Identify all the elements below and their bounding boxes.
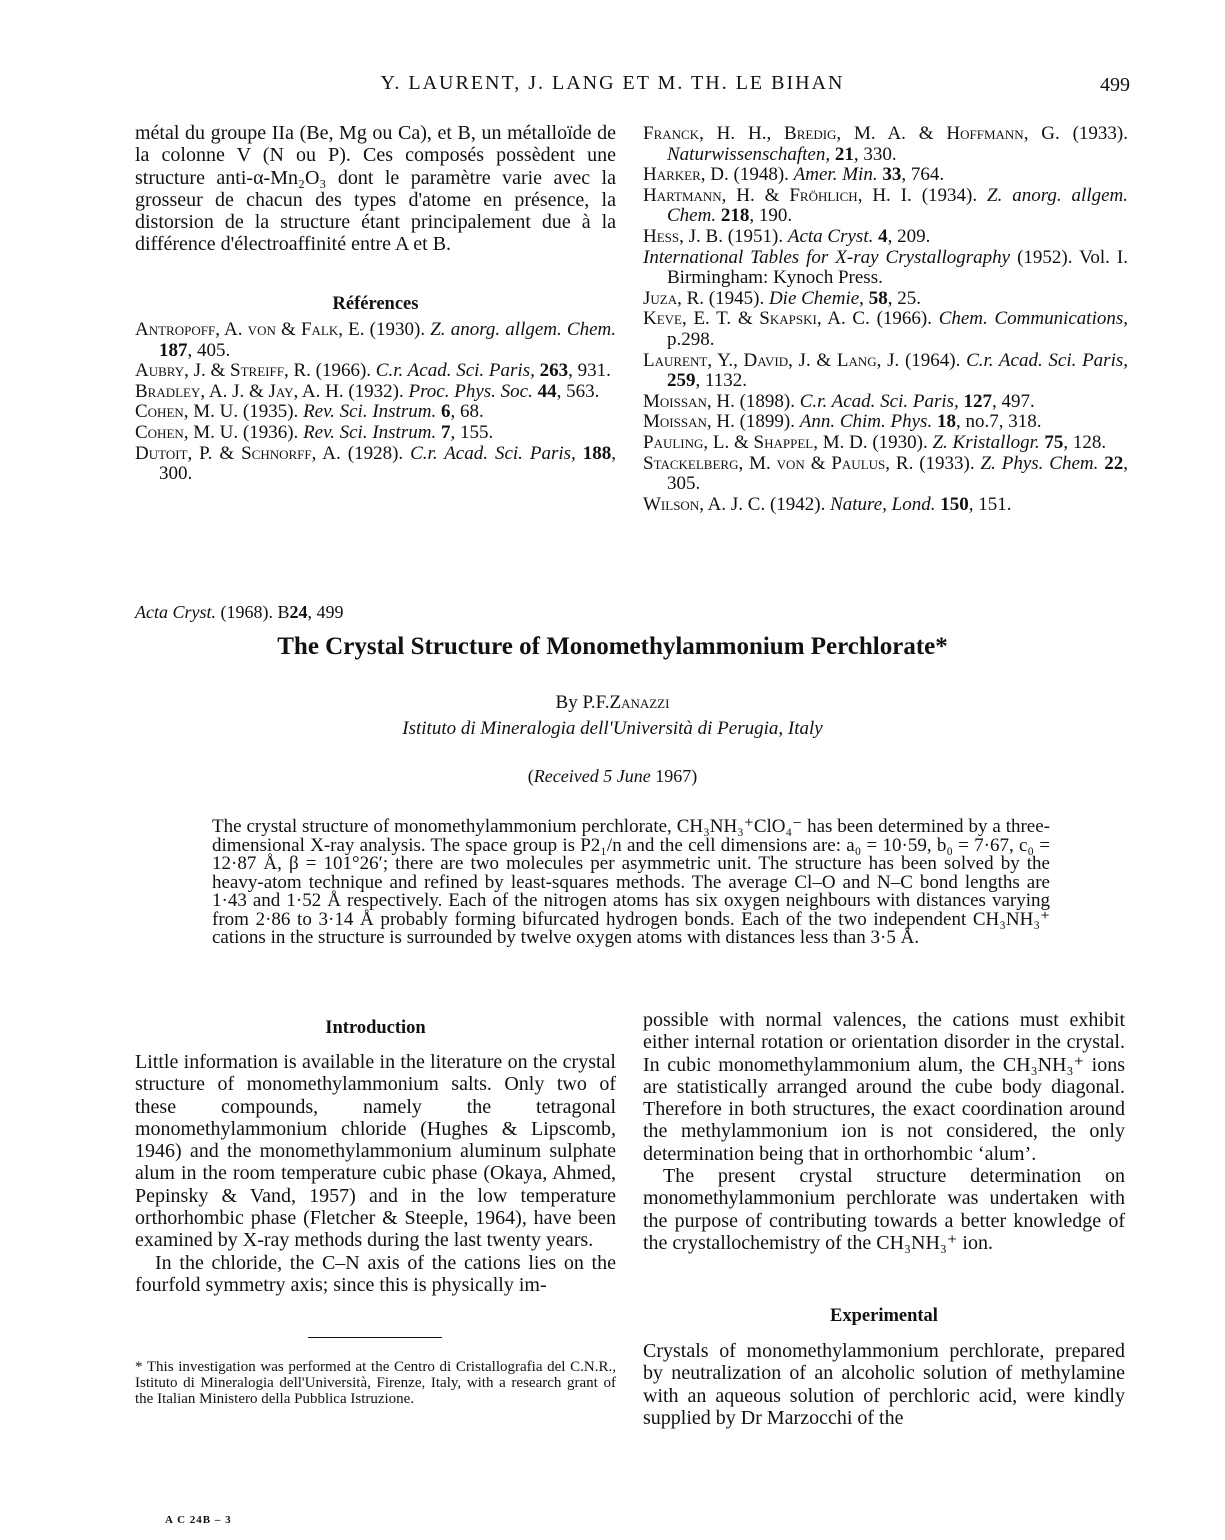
reference-pages: p.298.	[667, 328, 715, 350]
reference-pages: , 25.	[887, 287, 921, 309]
reference-journal: Chem. Communications,	[938, 308, 1129, 330]
reference-pages: , 209.	[887, 225, 931, 247]
reference-journal: Z. anorg. allgem. Chem.	[667, 184, 1129, 227]
reference-authors: Cohen, M. U.	[135, 421, 239, 443]
reference-pages: , 190.	[749, 205, 793, 227]
reference-volume: 7	[440, 421, 451, 443]
reference-item	[643, 412, 1128, 433]
reference-year: (1934).	[911, 184, 987, 206]
reference-journal: Die Chemie,	[768, 287, 864, 309]
citation-journal: Acta Cryst.	[135, 602, 216, 622]
reference-pages: (1952). Vol. I. Birmingham: Kynoch Press.	[667, 246, 1128, 289]
reference-authors: Hartmann, H. & Fröhlich, H. I.	[643, 184, 912, 206]
right-paragraph-1: possible with normal valences, the cations must exhibit either internal rotation or orientation disorder in the crystal. In cubic monomethylammonium alum, the CH₃NH₃⁺ ions are statistically arranged around the cube body diagonal. Therefore in both structures, the exact coordination around the methylammonium ion is not considered, the only determination being that in orthorhombic ‘alum’.	[643, 1009, 1125, 1165]
footnote: * This investigation was performed at the Centro di Cristallografia del C.N.R., Istituto di Mineralogia dell'Università, Firenze, Italy, with a research grant of the Italian Ministero della Pubblica Istruzione.	[135, 1359, 616, 1407]
reference-journal: C.r. Acad. Sci. Paris,	[966, 349, 1129, 371]
reference-year: (1930).	[364, 319, 431, 340]
reference-journal: Naturwissenschaften,	[667, 143, 831, 165]
reference-volume: 6	[440, 401, 451, 423]
reference-authors: Aubry, J. & Streiff, R.	[135, 360, 311, 382]
experimental-heading: Experimental	[830, 1306, 938, 1326]
reference-item	[643, 165, 1128, 186]
reference-year: (1933).	[913, 452, 981, 474]
reference-item	[643, 227, 1128, 248]
intro-paragraph-2: In the chloride, the C–N axis of the cations lies on the fourfold symmetry axis; since this is physically im-	[135, 1251, 616, 1296]
reference-journal: Rev. Sci. Instrum.	[303, 421, 437, 443]
reference-pages: , 155.	[450, 421, 494, 443]
byline	[0, 692, 1225, 714]
reference-pages: , 563.	[556, 380, 600, 402]
reference-item	[643, 454, 1128, 495]
reference-volume: 4	[878, 225, 888, 247]
reference-volume: 263	[539, 360, 569, 382]
citation-volume: 24	[289, 602, 308, 622]
reference-volume: 22	[1104, 452, 1124, 474]
reference-authors: Moissan, H.	[643, 411, 735, 433]
reference-journal: Z. anorg. allgem. Chem.	[430, 319, 617, 340]
reference-pages: , 305.	[667, 452, 1129, 495]
reference-item	[643, 392, 1128, 413]
reference-pages: , 300.	[159, 442, 617, 485]
references-heading: Références	[332, 294, 419, 314]
reference-volume: 218	[720, 205, 750, 227]
reference-item	[643, 495, 1128, 516]
received-label: Received 5 June	[533, 766, 651, 786]
reference-pages: , 68.	[450, 401, 484, 423]
reference-pages: , no.7, 318.	[955, 411, 1042, 433]
reference-authors: Wilson, A. J. C.	[643, 493, 766, 515]
reference-year: (1966).	[869, 308, 939, 330]
reference-item	[643, 248, 1128, 289]
reference-item	[135, 361, 616, 382]
reference-authors: Antropoff, A. von & Falk, E.	[135, 319, 365, 340]
intro-paragraph-1: Little information is available in the literature on the crystal structure of monomethylammonium salts. Only two of these compounds, namely the tetragonal monomethylammonium chloride (Hughes & Lipscomb, 1946) and the monomethylammonium aluminum sulphate alum in the room temperature cubic phase (Okaya, Ahmed, Pepinsky & Vand, 1957) and in the low temperature orthorhombic phase (Fletcher & Steeple, 1964), have been examined by X-ray methods during the last twenty years.	[135, 1051, 616, 1252]
reference-journal: C.r. Acad. Sci. Paris,	[799, 390, 959, 412]
right-paragraph-2: The present crystal structure determination on monomethylammonium perchlorate was undertaken with the purpose of contributing towards a better knowledge of the crystallochemistry of the CH₃NH₃⁺ ion.	[643, 1165, 1125, 1254]
reference-year: (1966).	[310, 360, 376, 382]
received-date: (Received 5 June 1967)	[527, 766, 698, 786]
running-head: Y. LAURENT, J. LANG ET M. TH. LE BIHAN	[380, 72, 845, 94]
reference-volume: 18	[936, 411, 956, 433]
reference-item	[643, 309, 1128, 350]
reference-item	[643, 351, 1128, 392]
reference-volume: 259	[667, 370, 696, 392]
reference-year: (1933).	[1059, 123, 1129, 144]
reference-journal: Z. Kristallogr.	[932, 431, 1040, 453]
reference-year: (1948).	[728, 164, 794, 186]
reference-pages: , 497.	[992, 390, 1035, 412]
reference-year: (1964).	[899, 349, 967, 371]
reference-pages: , 330.	[853, 143, 897, 165]
reference-journal: Nature, Lond.	[830, 493, 936, 515]
reference-volume: 58	[868, 287, 888, 309]
reference-journal: Acta Cryst.	[787, 225, 874, 247]
reference-journal: Z. Phys. Chem.	[980, 452, 1099, 474]
article-title: The Crystal Structure of Monomethylammonium Perchlorate*	[277, 633, 948, 660]
reference-year: (1945).	[704, 287, 769, 309]
reference-year: (1936).	[238, 421, 304, 443]
right-column-text	[643, 1009, 1125, 1254]
reference-authors: Dutoit, P. & Schnorff, A.	[135, 442, 341, 464]
reference-journal: Proc. Phys. Soc.	[408, 380, 533, 402]
reference-journal: C.r. Acad. Sci. Paris,	[410, 442, 576, 464]
experimental-text: Crystals of monomethylammonium perchlorate, prepared by neutralization of an alcoholic solution of methylamine with an aqueous solution of perchloric acid, were kindly supplied by Dr Marzocchi of the	[643, 1340, 1125, 1429]
reference-year: (1930).	[867, 431, 933, 453]
reference-year: (1935).	[238, 401, 304, 423]
reference-year: (1932).	[343, 380, 409, 402]
footnote-rule	[308, 1337, 442, 1338]
reference-authors: Harker, D.	[643, 164, 729, 186]
journal-citation	[135, 602, 344, 623]
reference-pages: , 151.	[968, 493, 1012, 515]
reference-volume: 187	[159, 339, 188, 361]
reference-journal: C.r. Acad. Sci. Paris,	[375, 360, 535, 382]
reference-item	[135, 402, 616, 423]
reference-volume: 75	[1044, 431, 1064, 453]
reference-pages: , 1132.	[695, 370, 748, 392]
reference-authors: Bradley, A. J. & Jay, A. H.	[135, 380, 344, 402]
author-name: P.F.Zanazzi	[582, 692, 670, 713]
reference-pages: , 931.	[568, 360, 611, 382]
reference-item	[643, 124, 1128, 165]
reference-item	[135, 320, 616, 361]
reference-authors: Moissan, H.	[643, 390, 735, 412]
reference-volume: 21	[834, 143, 854, 165]
page-number: 499	[1100, 74, 1130, 96]
reference-volume: 188	[582, 442, 612, 464]
reference-authors: Pauling, L. & Shappel, M. D.	[643, 431, 868, 453]
reference-journal: International Tables for X-ray Crystallography	[643, 246, 1011, 268]
reference-authors: Franck, H. H., Bredig, M. A. & Hoffmann, G.	[643, 123, 1060, 144]
page-code: A C 24B – 3	[165, 1514, 232, 1526]
reference-volume: 44	[537, 380, 557, 402]
reference-year: (1928).	[340, 442, 411, 464]
references-list-right	[643, 124, 1128, 515]
reference-year: (1951).	[722, 225, 788, 247]
reference-journal: Ann. Chim. Phys.	[799, 411, 933, 433]
reference-authors: Laurent, Y., David, J. & Lang, J.	[643, 349, 900, 371]
prev-article-conclusion: métal du groupe IIa (Be, Mg ou Ca), et B, un métalloïde de la colonne V (N ou P). Ces composés possèdent une structure anti-α-Mn₂O₃ dont le paramètre varie avec la grosseur de chacun des types d'atome en présence, la distorsion de la structure étant principalement due à la différence d'électroaffinité entre A et B.	[135, 122, 616, 256]
reference-pages: , 764.	[901, 164, 945, 186]
reference-item	[135, 423, 616, 444]
citation-page: , 499	[307, 602, 344, 622]
received-year: 1967	[650, 766, 692, 786]
reference-authors: Stackelberg, M. von & Paulus, R.	[643, 452, 914, 474]
reference-authors: Keve, E. T. & Skapski, A. C.	[643, 308, 870, 330]
reference-item	[135, 382, 616, 403]
byline-by: By	[555, 692, 583, 713]
introduction-text	[135, 1051, 616, 1296]
reference-authors: Cohen, M. U.	[135, 401, 239, 423]
reference-volume: 33	[882, 164, 902, 186]
reference-pages: , 405.	[187, 339, 231, 361]
citation-rest: (1968). B	[216, 602, 290, 622]
reference-year: (1899).	[734, 411, 800, 433]
reference-authors: Hess, J. B.	[643, 225, 723, 247]
reference-journal: Rev. Sci. Instrum.	[303, 401, 437, 423]
reference-volume: 127	[963, 390, 993, 412]
introduction-heading: Introduction	[325, 1018, 426, 1038]
reference-journal: Amer. Min.	[793, 164, 878, 186]
reference-authors: Juza, R.	[643, 287, 705, 309]
reference-item	[643, 433, 1128, 454]
reference-year: (1898).	[734, 390, 800, 412]
reference-volume: 150	[940, 493, 969, 515]
abstract: The crystal structure of monomethylammonium perchlorate, CH₃NH₃⁺ClO₄⁻ has been determined by a three-dimensional X-ray analysis. The space group is P2₁/n and the cell dimensions are: a₀ = 10·59, b₀ = 7·67, c₀ = 12·87 Å, β = 101°26′; there are two molecules per asymmetric unit. The structure has been solved by the heavy-atom technique and refined by least-squares methods. The average Cl–O and N–C bond lengths are 1·43 and 1·52 Å respectively. Each of the nitrogen atoms has six oxygen neighbours with distances varying from 2·86 to 3·14 Å probably forming bifurcated hydrogen bonds. Each of the two independent CH₃NH₃⁺ cations in the structure is surrounded by twelve oxygen atoms with distances less than 3·5 Å.	[212, 816, 1050, 948]
reference-item	[643, 289, 1128, 310]
reference-item	[135, 444, 616, 485]
references-list-left	[135, 320, 616, 485]
affiliation: Istituto di Mineralogia dell'Università di Perugia, Italy	[402, 718, 823, 739]
reference-item	[643, 186, 1128, 227]
reference-pages: , 128.	[1063, 431, 1107, 453]
reference-year: (1942).	[765, 493, 831, 515]
